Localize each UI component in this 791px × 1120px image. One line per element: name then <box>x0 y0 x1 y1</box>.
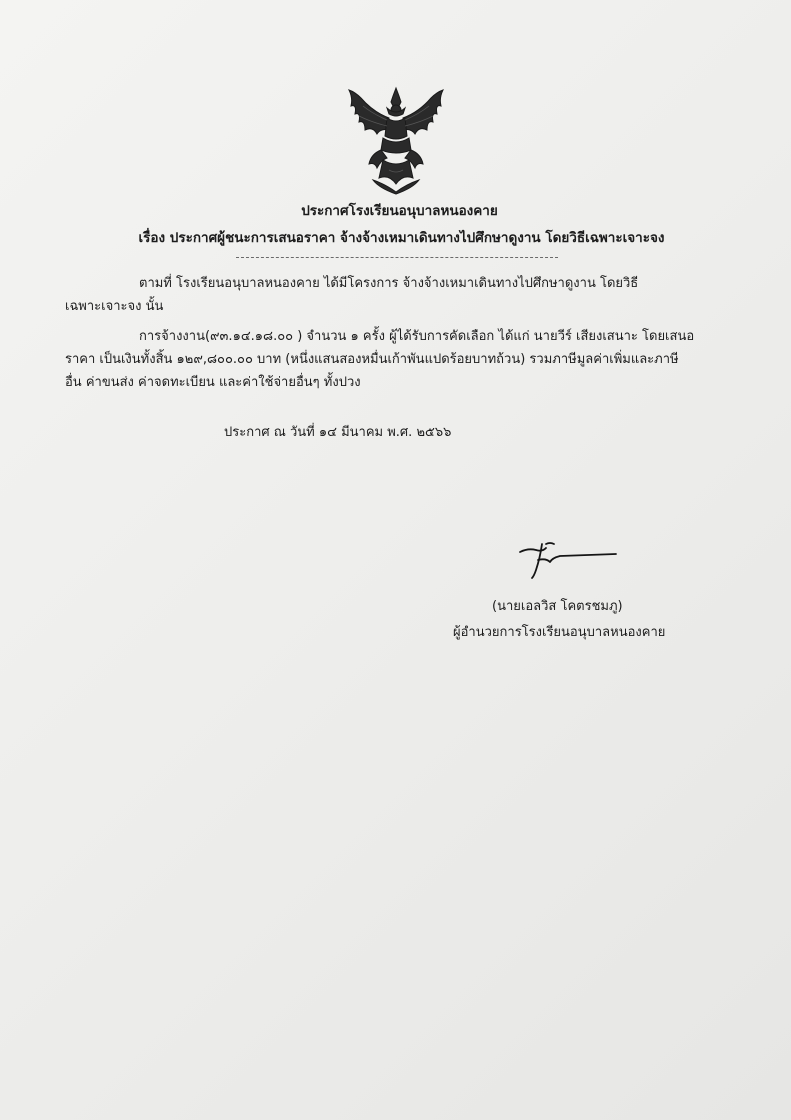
garuda-emblem-icon <box>343 84 449 196</box>
paragraph-1-line-1: ตามที่ โรงเรียนอนุบาลหนองคาย ได้มีโครงการ จ้างจ้างเหมาเดินทางไปศึกษาดูงาน โดยวิธี <box>139 276 639 291</box>
announcement-date: ประกาศ ณ วันที่ ๑๔ มีนาคม พ.ศ. ๒๕๖๖ <box>224 425 452 440</box>
paragraph-2-line-2: ราคา เป็นเงินทั้งสิ้น ๑๒๙,๘๐๐.๐๐ บาท (หนึ่งแสนสองหมื่นเก้าพันแปดร้อยบาทถ้วน) รวมภาษีมูลค่าเพิ่มและภาษี <box>65 352 679 367</box>
signatory-position: ผู้อำนวยการโรงเรียนอนุบาลหนองคาย <box>453 625 666 640</box>
paragraph-2-line-1: การจ้างงาน(๙๓.๑๔.๑๘.๐๐ ) จำนวน ๑ ครั้ง ผู้ได้รับการคัดเลือก ได้แก่ นายวีร์ เสียงเสนาะ โดยเสนอ <box>139 329 695 344</box>
signatory-name: (นายเอลวิส โคตรชมภู) <box>492 599 623 614</box>
paragraph-2-line-3: อื่น ค่าขนส่ง ค่าจดทะเบียน และค่าใช้จ่ายอื่นๆ ทั้งปวง <box>65 375 361 390</box>
handwritten-signature <box>516 538 620 582</box>
paragraph-1-line-2: เฉพาะเจาะจง นั้น <box>65 299 164 314</box>
separator-line <box>236 257 558 258</box>
announcement-title: ประกาศโรงเรียนอนุบาลหนองคาย <box>301 203 498 219</box>
announcement-subject: เรื่อง ประกาศผู้ชนะการเสนอราคา จ้างจ้างเหมาเดินทางไปศึกษาดูงาน โดยวิธีเฉพาะเจาะจง <box>138 230 665 246</box>
